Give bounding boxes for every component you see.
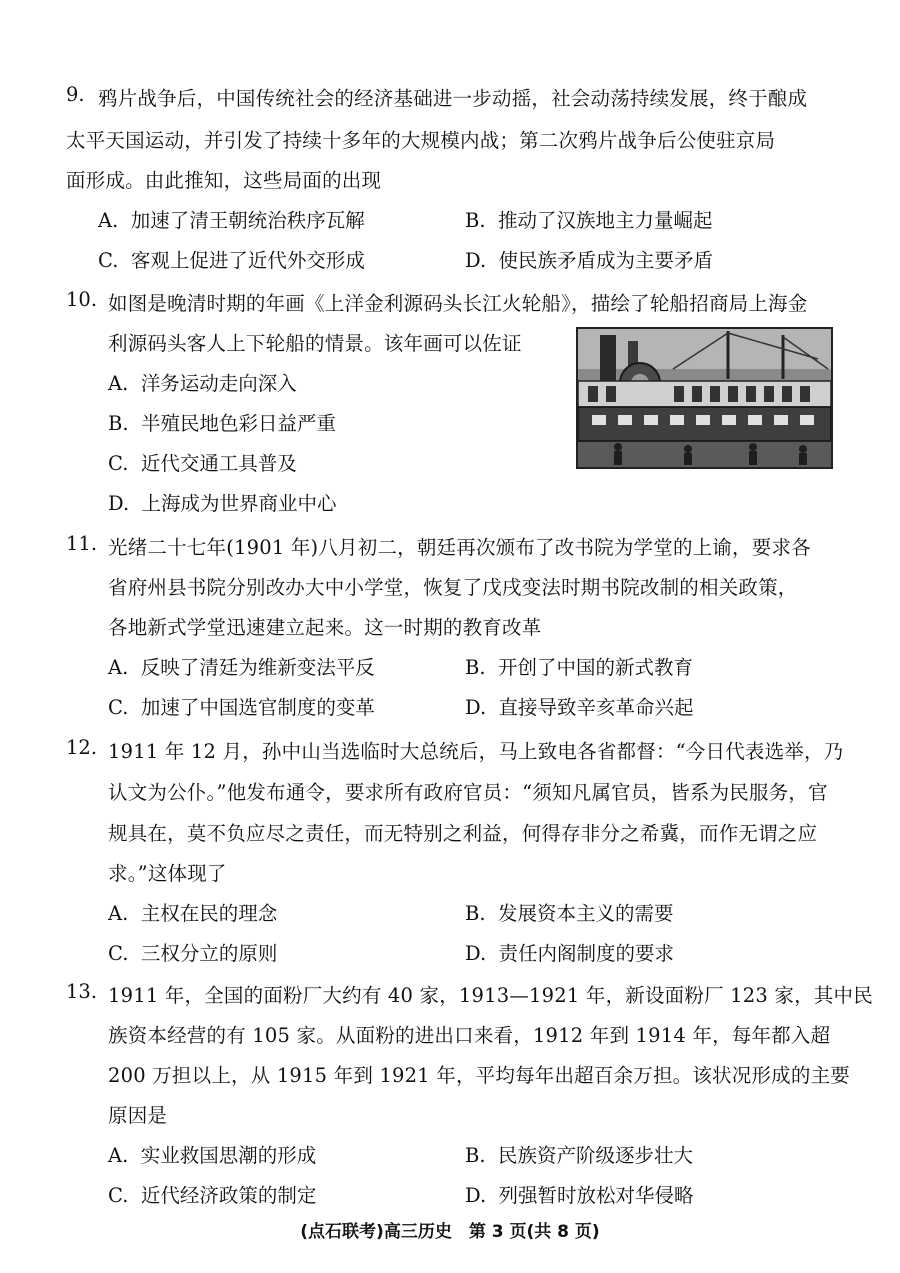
question-11-option-b[interactable] xyxy=(465,652,693,680)
question-11-option-a[interactable] xyxy=(108,652,375,680)
question-13-option-a[interactable] xyxy=(108,1140,316,1168)
option-letter: D. xyxy=(108,492,130,515)
question-11-option-d[interactable] xyxy=(465,692,694,720)
option-letter: C. xyxy=(108,1184,129,1207)
question-10-stem-line-1: 如图是晚清时期的年画《上洋金利源码头长江火轮船》，描绘了轮船招商局上海金 xyxy=(108,292,808,315)
question-10-option-d[interactable] xyxy=(108,488,337,516)
question-12-stem-line-4: 求。”这体现了 xyxy=(108,862,227,885)
option-text: 反映了清廷为维新变法平反 xyxy=(140,656,375,679)
question-10-stem-line-2: 利源码头客人上下轮船的情景。该年画可以佐证 xyxy=(108,332,522,355)
question-13-number: 13. xyxy=(66,980,98,1003)
question-12-option-b[interactable] xyxy=(465,898,673,926)
question-13-stem-line-2: 族资本经营的有 105 家。从面粉的进出口来看，1912 年到 1914 年，每年都入超 xyxy=(108,1024,831,1047)
question-9-stem-line-3: 面形成。由此推知，这些局面的出现 xyxy=(66,169,382,192)
question-11-stem-line-1: 光绪二十七年(1901 年)八月初二，朝廷再次颁布了改书院为学堂的上谕，要求各 xyxy=(108,536,811,559)
option-letter: B. xyxy=(465,1144,486,1167)
question-12-stem-line-1: 1911 年 12 月，孙中山当选临时大总统后，马上致电各省都督：“今日代表选举，乃 xyxy=(108,740,844,763)
option-letter: C. xyxy=(108,942,129,965)
option-letter: A. xyxy=(108,902,129,925)
option-text: 客观上促进了近代外交形成 xyxy=(130,249,365,272)
option-letter: A. xyxy=(108,656,129,679)
option-text: 加速了中国选官制度的变革 xyxy=(140,696,375,719)
question-9-option-b[interactable] xyxy=(465,205,712,233)
question-10-option-b[interactable] xyxy=(108,408,336,436)
option-text: 上海成为世界商业中心 xyxy=(141,492,337,515)
option-text: 发展资本主义的需要 xyxy=(497,902,674,925)
option-letter: A. xyxy=(108,1144,129,1167)
question-11-option-c[interactable] xyxy=(108,692,375,720)
option-letter: C. xyxy=(98,249,119,272)
option-text: 责任内阁制度的要求 xyxy=(498,942,675,965)
option-text: 开创了中国的新式教育 xyxy=(497,656,693,679)
question-9-option-c[interactable] xyxy=(98,245,365,273)
question-9-option-d[interactable] xyxy=(465,245,713,273)
question-9-option-a[interactable] xyxy=(98,205,365,233)
option-letter: B. xyxy=(465,656,486,679)
question-12-option-a[interactable] xyxy=(108,898,277,926)
option-text: 洋务运动走向深入 xyxy=(140,372,297,395)
option-text: 近代交通工具普及 xyxy=(140,452,297,475)
option-text: 半殖民地色彩日益严重 xyxy=(140,412,336,435)
question-13-option-c[interactable] xyxy=(108,1180,316,1208)
page-footer: (点石联考)高三历史 第 3 页(共 8 页) xyxy=(300,1222,600,1242)
question-12-number: 12. xyxy=(66,736,98,759)
option-letter: D. xyxy=(465,249,487,272)
option-text: 实业救国思潮的形成 xyxy=(140,1144,317,1167)
steamship-illustration xyxy=(578,329,831,467)
question-11-stem-line-3: 各地新式学堂迅速建立起来。这一时期的教育改革 xyxy=(108,616,542,639)
option-letter: C. xyxy=(108,696,129,719)
option-text: 民族资产阶级逐步壮大 xyxy=(497,1144,693,1167)
option-letter: A. xyxy=(98,209,119,232)
question-11-number: 11. xyxy=(66,532,98,555)
option-letter: C. xyxy=(108,452,129,475)
question-9-number: 9. xyxy=(66,83,85,106)
question-9-stem-line-2: 太平天国运动，并引发了持续十多年的大规模内战；第二次鸦片战争后公使驻京局 xyxy=(66,129,776,152)
question-13-stem-line-3: 200 万担以上，从 1915 年到 1921 年，平均每年出超百余万担。该状况形成的主要 xyxy=(108,1064,850,1087)
option-text: 推动了汉族地主力量崛起 xyxy=(497,209,713,232)
question-12-stem-line-3: 规具在，莫不负应尽之责任，而无特别之利益，何得存非分之希冀，而作无谓之应 xyxy=(108,822,818,845)
question-13-stem-line-1: 1911 年，全国的面粉厂大约有 40 家，1913—1921 年，新设面粉厂 123 家，其中民 xyxy=(108,984,873,1007)
question-10-option-c[interactable] xyxy=(108,448,297,476)
option-letter: D. xyxy=(465,942,487,965)
question-9-stem-line-1: 鸦片战争后，中国传统社会的经济基础进一步动摇，社会动荡持续发展，终于酿成 xyxy=(98,87,808,110)
option-text: 三权分立的原则 xyxy=(140,942,278,965)
option-letter: A. xyxy=(108,372,129,395)
option-text: 加速了清王朝统治秩序瓦解 xyxy=(130,209,365,232)
question-13-stem-line-4: 原因是 xyxy=(108,1104,168,1127)
option-text: 列强暂时放松对华侵略 xyxy=(498,1184,694,1207)
option-text: 直接导致辛亥革命兴起 xyxy=(498,696,694,719)
option-letter: D. xyxy=(465,696,487,719)
option-text: 主权在民的理念 xyxy=(140,902,278,925)
question-10-number: 10. xyxy=(66,288,98,311)
option-letter: B. xyxy=(465,209,486,232)
option-text: 使民族矛盾成为主要矛盾 xyxy=(498,249,714,272)
option-letter: D. xyxy=(465,1184,487,1207)
question-11-stem-line-2: 省府州县书院分别改办大中小学堂，恢复了戊戌变法时期书院改制的相关政策， xyxy=(108,576,798,599)
option-letter: B. xyxy=(465,902,486,925)
question-12-option-c[interactable] xyxy=(108,938,277,966)
question-13-option-b[interactable] xyxy=(465,1140,693,1168)
question-10-option-a[interactable] xyxy=(108,368,297,396)
question-12-stem-line-2: 认文为公仆。”他发布通令，要求所有政府官员：“须知凡属官员，皆系为民服务，官 xyxy=(108,781,828,804)
question-13-option-d[interactable] xyxy=(465,1180,694,1208)
option-text: 近代经济政策的制定 xyxy=(140,1184,317,1207)
question-12-option-d[interactable] xyxy=(465,938,674,966)
option-letter: B. xyxy=(108,412,129,435)
steamship-new-year-painting xyxy=(576,327,833,469)
